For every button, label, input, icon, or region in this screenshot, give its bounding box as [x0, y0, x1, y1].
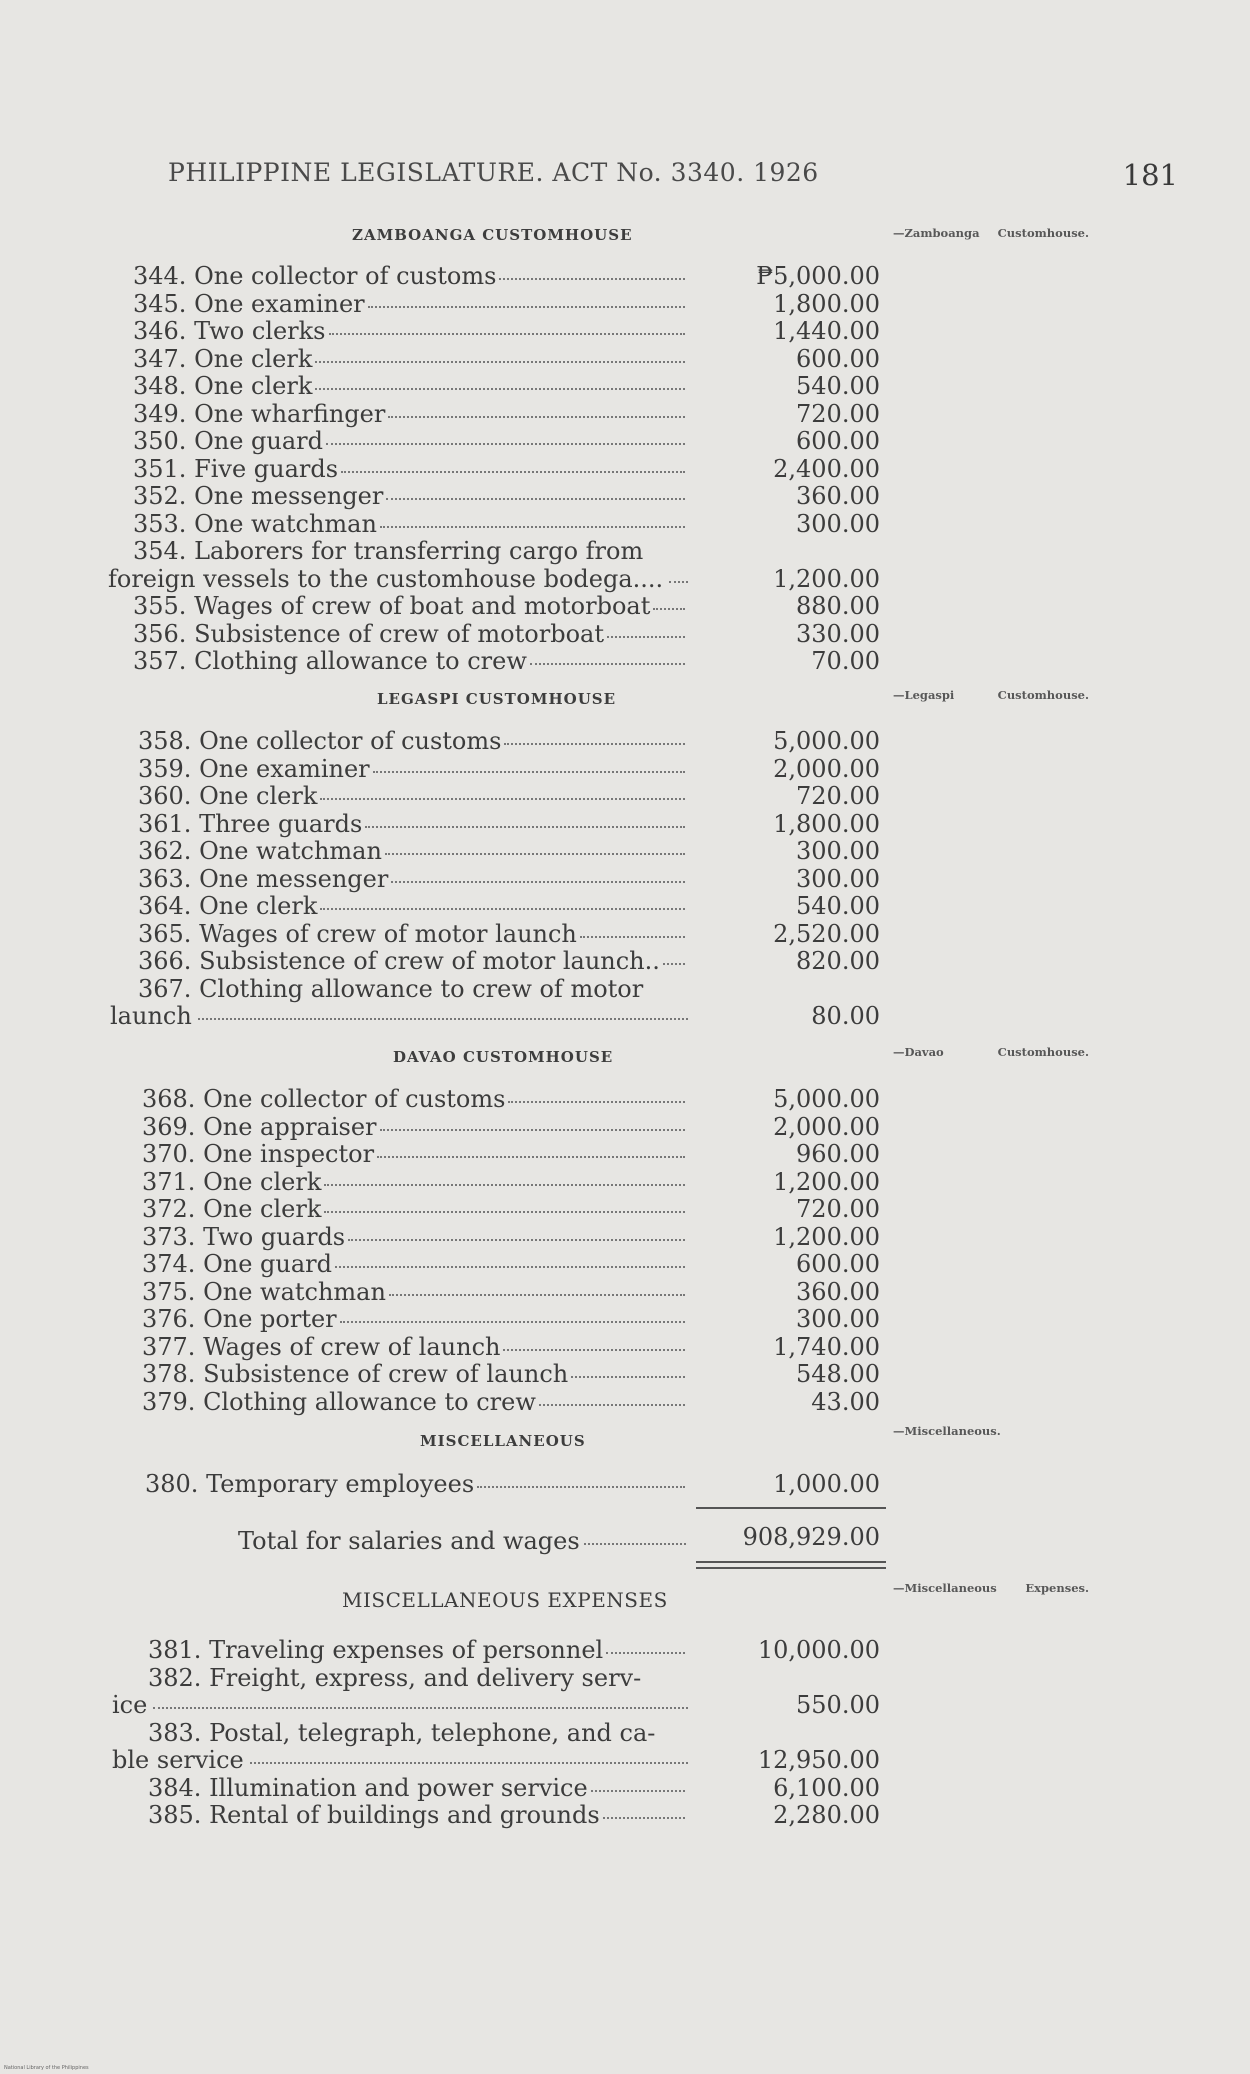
margin-note: —Davao Customhouse.: [893, 1045, 1089, 1059]
page-number: 181: [1122, 158, 1178, 192]
item-amount: 548.00: [796, 1360, 880, 1388]
leader-dots: [365, 826, 685, 828]
leader-dots: [504, 743, 685, 745]
total-label: Total for salaries and wages: [238, 1527, 686, 1555]
item-description: Five guards: [186, 454, 339, 483]
item-number: 359.: [138, 754, 192, 783]
item-description: Two clerks: [186, 317, 326, 345]
item-amount: ₱5,000.00: [756, 262, 880, 290]
line-item: [133, 317, 685, 345]
item-description: One clerk: [186, 372, 313, 400]
line-item: [138, 755, 685, 783]
leader-dots: [315, 388, 685, 390]
leader-dots: [584, 1543, 686, 1545]
item-amount: 2,280.00: [773, 1801, 880, 1829]
item-description: One clerk: [195, 1167, 322, 1196]
item-number: 385.: [148, 1801, 202, 1829]
margin-note: —Zamboanga Customhouse.: [893, 226, 1089, 240]
leader-dots: [389, 1294, 685, 1296]
leader-dots: [386, 498, 685, 500]
item-number: 352.: [133, 482, 187, 510]
leader-dots: [606, 1652, 685, 1654]
item-amount: 360.00: [796, 482, 880, 510]
item-number: 362.: [138, 837, 192, 865]
item-number: 379.: [142, 1387, 196, 1416]
item-amount: 80.00: [811, 1002, 880, 1030]
line-item: [142, 1195, 685, 1223]
item-amount: 10,000.00: [757, 1636, 880, 1664]
line-item: [142, 1113, 685, 1141]
item-description: Temporary employees: [198, 1470, 475, 1498]
item-description: Freight, express, and delivery serv-: [201, 1663, 642, 1692]
line-item-continuation: [112, 1691, 688, 1719]
leader-dots: [329, 333, 685, 335]
item-description-continued: launch: [110, 1002, 192, 1030]
line-item: [148, 1664, 641, 1692]
item-number: 377.: [142, 1332, 196, 1361]
line-item: [138, 920, 685, 948]
item-amount: 2,000.00: [773, 754, 880, 783]
leader-dots: [368, 306, 685, 308]
leader-dots: [571, 1376, 685, 1378]
item-number: 366.: [138, 947, 192, 975]
leader-dots: [603, 1817, 685, 1819]
item-number: 353.: [133, 509, 187, 538]
item-description: Laborers for transferring cargo from: [186, 537, 644, 565]
item-amount: 600.00: [796, 1250, 880, 1278]
leader-dots: [340, 1321, 685, 1323]
subtotal-rule: [696, 1507, 886, 1509]
item-description-continued: ice: [112, 1691, 148, 1719]
margin-note: —Legaspi Customhouse.: [893, 688, 1089, 702]
item-description: One watchman: [191, 837, 382, 865]
item-amount: 960.00: [796, 1140, 880, 1168]
leader-dots: [385, 853, 685, 855]
item-description: Traveling expenses of personnel: [201, 1636, 604, 1664]
line-item: [142, 1250, 685, 1278]
line-item: [142, 1085, 685, 1113]
section-heading: DAVAO CUSTOMHOUSE: [393, 1048, 614, 1066]
item-number: 361.: [138, 809, 192, 838]
item-number: 383.: [148, 1718, 202, 1747]
item-amount: 720.00: [796, 782, 880, 810]
line-item: [142, 1333, 685, 1361]
item-number: 344.: [133, 262, 187, 290]
item-amount: 720.00: [796, 399, 880, 428]
item-amount: 300.00: [796, 837, 880, 865]
item-description: Clothing allowance to crew: [186, 647, 527, 675]
line-item: [133, 592, 685, 620]
item-number: 369.: [142, 1112, 196, 1141]
line-item: [142, 1140, 685, 1168]
item-amount: 1,200.00: [773, 564, 880, 593]
item-number: 376.: [142, 1305, 196, 1333]
line-item: [142, 1388, 685, 1416]
item-amount: 600.00: [796, 344, 880, 373]
item-number: 347.: [133, 344, 187, 373]
leader-dots: [530, 663, 685, 665]
item-number: 384.: [148, 1773, 202, 1802]
leader-dots: [341, 471, 685, 473]
item-description: One clerk: [195, 1195, 322, 1223]
line-item: [133, 400, 685, 428]
line-item: [148, 1719, 655, 1747]
total-amount: 908,929.00: [742, 1523, 880, 1551]
item-amount: 360.00: [796, 1277, 880, 1306]
item-description: Wages of crew of launch: [195, 1332, 501, 1361]
item-number: 349.: [133, 399, 187, 428]
page-header: [168, 158, 1178, 198]
line-item: [138, 892, 685, 920]
item-amount: 6,100.00: [773, 1773, 880, 1802]
item-description: One messenger: [186, 482, 384, 510]
item-description: Two guards: [195, 1222, 346, 1251]
item-amount: 2,520.00: [773, 919, 880, 948]
leader-dots: [499, 278, 685, 280]
leader-dots: [607, 636, 685, 638]
item-number: 373.: [142, 1222, 196, 1251]
line-item: [142, 1305, 685, 1333]
item-description: One messenger: [191, 864, 389, 893]
scan-credit: National Library of the Philippines: [4, 2065, 89, 2071]
item-number: 374.: [142, 1250, 196, 1278]
margin-note: —Miscellaneous.: [893, 1424, 1001, 1438]
total-double-rule: [696, 1567, 886, 1569]
leader-dots: [663, 963, 685, 965]
leader-dots: [250, 1762, 688, 1764]
line-item: [138, 947, 685, 975]
item-description: One collector of customs: [195, 1085, 506, 1113]
running-head: PHILIPPINE LEGISLATURE. ACT No. 3340. 1926: [168, 158, 819, 187]
section-heading: MISCELLANEOUS EXPENSES: [342, 1588, 668, 1612]
item-amount: 2,400.00: [773, 454, 880, 483]
leader-dots: [348, 1239, 685, 1241]
item-number: 364.: [138, 892, 192, 920]
item-amount: 540.00: [796, 372, 880, 400]
line-item: [142, 1278, 685, 1306]
leader-dots: [335, 1266, 685, 1268]
line-item: [138, 782, 685, 810]
item-description: One examiner: [186, 289, 365, 318]
item-amount: 720.00: [796, 1195, 880, 1223]
line-item: [148, 1801, 685, 1829]
item-number: 350.: [133, 427, 187, 455]
item-description: One wharfinger: [186, 399, 386, 428]
item-amount: 1,200.00: [773, 1222, 880, 1251]
item-amount: 43.00: [811, 1387, 880, 1416]
line-item: [133, 647, 685, 675]
item-amount: 540.00: [796, 892, 880, 920]
line-item: [133, 345, 685, 373]
leader-dots: [591, 1790, 685, 1792]
line-item: [133, 372, 685, 400]
line-item: [148, 1636, 685, 1664]
leader-dots: [380, 526, 685, 528]
item-amount: 820.00: [796, 947, 880, 975]
item-description: One clerk: [191, 782, 318, 810]
leader-dots: [326, 443, 685, 445]
line-item: [133, 455, 685, 483]
leader-dots: [391, 881, 685, 883]
leader-dots: [580, 936, 685, 938]
item-number: 345.: [133, 289, 187, 318]
item-number: 380.: [145, 1470, 199, 1498]
item-description: One inspector: [195, 1140, 375, 1168]
item-number: 357.: [133, 647, 187, 675]
item-description: One watchman: [186, 509, 377, 538]
item-number: 375.: [142, 1277, 196, 1306]
section-heading: ZAMBOANGA CUSTOMHOUSE: [352, 226, 633, 244]
item-description: Subsistence of crew of launch: [195, 1360, 569, 1388]
item-description: Three guards: [191, 809, 363, 838]
line-item-continuation: [110, 1002, 688, 1030]
line-item: [133, 620, 685, 648]
item-amount: 1,440.00: [773, 317, 880, 345]
item-number: 368.: [142, 1085, 196, 1113]
item-description: One clerk: [186, 344, 313, 373]
line-item: [133, 427, 685, 455]
item-number: 382.: [148, 1663, 202, 1692]
item-amount: 5,000.00: [773, 727, 880, 755]
item-number: 365.: [138, 919, 192, 948]
item-number: 367.: [138, 974, 192, 1003]
section-heading: LEGASPI CUSTOMHOUSE: [377, 690, 617, 708]
item-amount: 1,200.00: [773, 1167, 880, 1196]
item-description-continued: foreign vessels to the customhouse bodega....: [108, 564, 664, 593]
item-amount: 12,950.00: [757, 1746, 880, 1774]
line-item: [133, 290, 685, 318]
line-item: [138, 865, 685, 893]
item-amount: 330.00: [796, 619, 880, 648]
item-description: Wages of crew of motor launch: [191, 919, 577, 948]
item-description: One collector of customs: [186, 262, 497, 290]
line-item: [138, 727, 685, 755]
item-number: 381.: [148, 1636, 202, 1664]
item-description-continued: ble service: [112, 1746, 244, 1774]
item-description: Subsistence of crew of motorboat: [186, 619, 604, 648]
line-item: [138, 975, 643, 1003]
item-amount: 1,740.00: [773, 1332, 880, 1361]
leader-dots: [315, 361, 685, 363]
leader-dots: [388, 416, 685, 418]
line-item: [142, 1223, 685, 1251]
item-number: 348.: [133, 372, 187, 400]
leader-dots: [324, 1184, 685, 1186]
item-description: Clothing allowance to crew: [195, 1387, 536, 1416]
item-amount: 300.00: [796, 864, 880, 893]
item-number: 351.: [133, 454, 187, 483]
item-number: 356.: [133, 619, 187, 648]
item-number: 360.: [138, 782, 192, 810]
item-number: 372.: [142, 1195, 196, 1223]
item-description: Clothing allowance to crew of motor: [191, 974, 644, 1003]
line-item: [145, 1470, 685, 1498]
item-amount: 70.00: [811, 647, 880, 675]
item-description: One watchman: [195, 1277, 386, 1306]
item-description: Postal, telegraph, telephone, and ca-: [201, 1718, 656, 1747]
leader-dots: [539, 1404, 685, 1406]
leader-dots: [373, 771, 685, 773]
margin-note: —Miscellaneous Expenses.: [893, 1581, 1089, 1595]
item-amount: 880.00: [796, 592, 880, 620]
leader-dots: [320, 908, 685, 910]
item-description: Rental of buildings and grounds: [201, 1801, 600, 1829]
line-item: [133, 262, 685, 290]
item-number: 370.: [142, 1140, 196, 1168]
leader-dots: [377, 1156, 685, 1158]
item-number: 358.: [138, 727, 192, 755]
line-item: [133, 510, 685, 538]
item-amount: 300.00: [796, 1305, 880, 1333]
item-description: Wages of crew of boat and motorboat: [186, 592, 651, 620]
leader-dots: [153, 1707, 688, 1709]
leader-dots: [320, 798, 685, 800]
item-description: One clerk: [191, 892, 318, 920]
item-number: 363.: [138, 864, 192, 893]
leader-dots: [324, 1211, 685, 1213]
total-double-rule: [696, 1561, 886, 1563]
item-amount: 600.00: [796, 427, 880, 455]
item-amount: 1,800.00: [773, 289, 880, 318]
item-number: 371.: [142, 1167, 196, 1196]
item-amount: 2,000.00: [773, 1112, 880, 1141]
item-description: One appraiser: [195, 1112, 377, 1141]
line-item: [138, 810, 685, 838]
item-description: One porter: [195, 1305, 337, 1333]
item-description: One guard: [195, 1250, 332, 1278]
item-amount: 550.00: [796, 1691, 880, 1719]
line-item: [133, 537, 643, 565]
item-description: Illumination and power service: [201, 1773, 588, 1802]
item-amount: 5,000.00: [773, 1085, 880, 1113]
item-number: 354.: [133, 537, 187, 565]
item-amount: 300.00: [796, 509, 880, 538]
line-item: [133, 482, 685, 510]
item-number: 346.: [133, 317, 187, 345]
line-item-continuation: [112, 1746, 688, 1774]
item-description: One collector of customs: [191, 727, 502, 755]
line-item: [138, 837, 685, 865]
leader-dots: [198, 1018, 688, 1020]
item-amount: 1,800.00: [773, 809, 880, 838]
leader-dots: [508, 1101, 685, 1103]
item-amount: 1,000.00: [773, 1470, 880, 1498]
line-item: [142, 1168, 685, 1196]
section-heading: MISCELLANEOUS: [420, 1432, 586, 1450]
leader-dots: [669, 581, 688, 583]
leader-dots: [380, 1129, 685, 1131]
item-description: Subsistence of crew of motor launch..: [191, 947, 660, 975]
item-description: One guard: [186, 427, 323, 455]
line-item: [148, 1774, 685, 1802]
line-item: [142, 1360, 685, 1388]
item-number: 355.: [133, 592, 187, 620]
leader-dots: [653, 608, 685, 610]
leader-dots: [503, 1349, 685, 1351]
line-item-continuation: [108, 565, 688, 593]
item-description: One examiner: [191, 754, 370, 783]
leader-dots: [477, 1486, 685, 1488]
item-number: 378.: [142, 1360, 196, 1388]
